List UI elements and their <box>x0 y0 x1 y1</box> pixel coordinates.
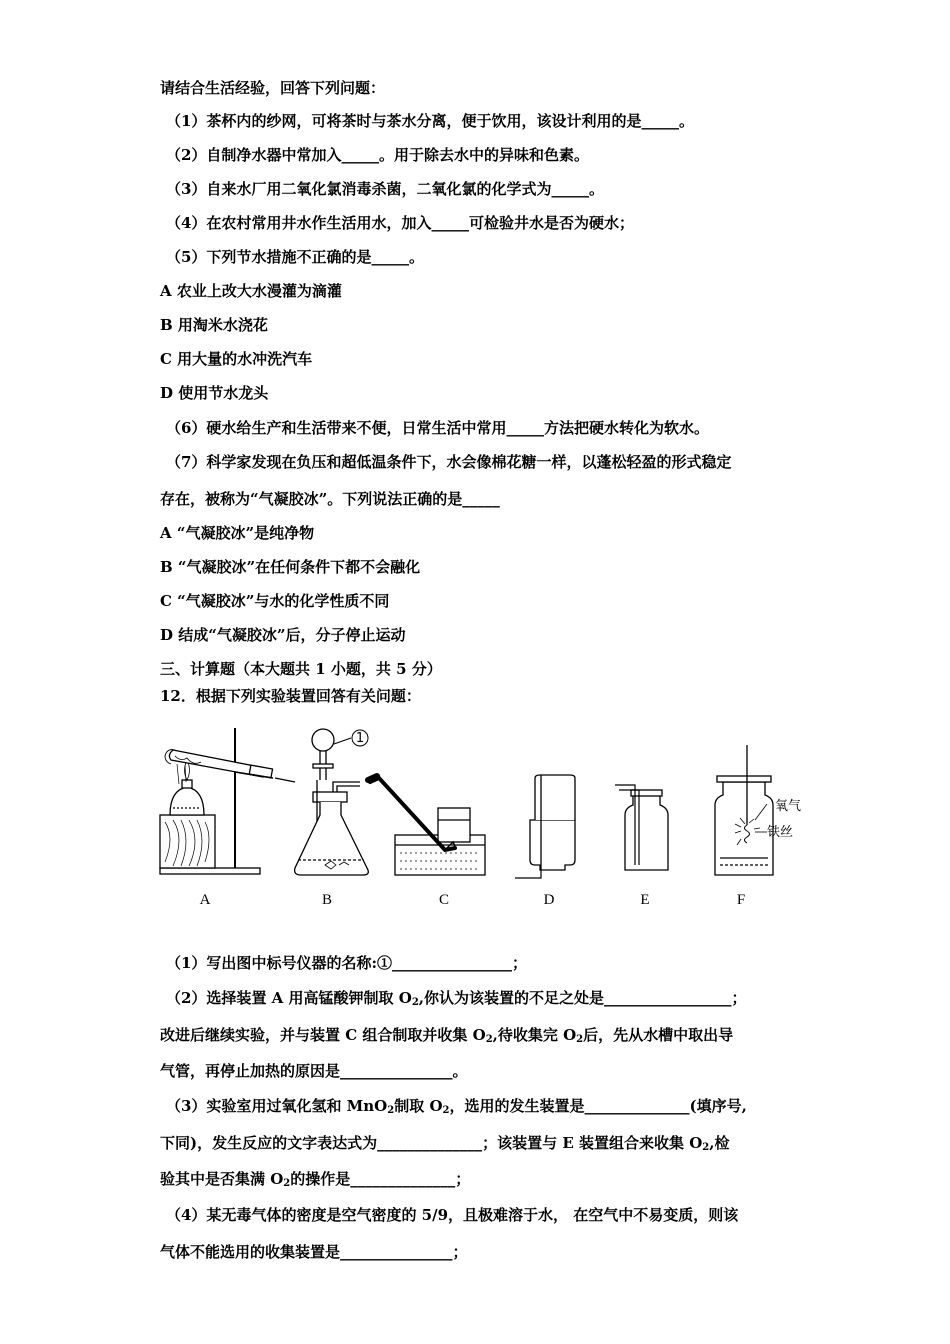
q12-part-2-line-3: 气管，再停止加热的原因是_______________。 <box>160 1062 468 1080</box>
q12-part-3-line-3: 验其中是否集满 $O_2$的操作是______________； <box>160 1170 471 1189</box>
q12-part-4-line-1: （4）某无毒气体的密度是空气密度的 5/9，且极难溶于水， 在空气中不易变质，则该 <box>166 1206 739 1224</box>
section-title: 三、计算题（本大题共 1 小题，共 5 分） <box>160 660 442 678</box>
apparatus-d <box>515 775 575 878</box>
q12-part-3-line-2: 下同)，发生反应的文字表达式为______________；该装置与 E 装置组合来收集 $O_2$,检 <box>160 1134 730 1153</box>
label-oxygen: 氧气 <box>775 799 802 814</box>
apparatus-figure <box>155 720 820 915</box>
q11-p7-option-d: D 结成“气凝胶冰”后，分子停止运动 <box>160 626 406 644</box>
q11-part-6: （6）硬水给生产和生活带来不便，日常生活中常用_____方法把硬水转化为软水。 <box>166 419 709 437</box>
q12-title: 12．根据下列实验装置回答有关问题： <box>160 687 421 705</box>
q11-p7-option-b: B “气凝胶冰”在任何条件下都不会融化 <box>160 558 421 576</box>
label-f: F <box>736 892 746 908</box>
q11-part-3: （3）自来水厂用二氧化氯消毒杀菌，二氧化氯的化学式为_____。 <box>166 180 604 198</box>
label-b: B <box>321 892 333 908</box>
q11-p5-option-c: C 用大量的水冲洗汽车 <box>160 350 313 368</box>
q11-part-4: （4）在农村常用井水作生活用水，加入_____可检验井水是否为硬水； <box>166 214 634 232</box>
q11-p7-option-c: C “气凝胶冰”与水的化学性质不同 <box>160 592 390 610</box>
label-d: D <box>543 892 555 908</box>
q12-part-1: （1）写出图中标号仪器的名称:①________________； <box>166 954 527 972</box>
q11-part-5: （5）下列节水措施不正确的是_____。 <box>166 248 424 266</box>
q11-p5-option-b: B 用淘米水浇花 <box>160 316 268 334</box>
q11-p5-option-a: A 农业上改大水漫灌为滴灌 <box>160 282 342 300</box>
label-c: C <box>438 892 450 908</box>
q11-part-2: （2）自制净水器中常加入_____。用于除去水中的异味和色素。 <box>166 146 589 164</box>
apparatus-e <box>615 785 668 870</box>
q11-part-1: （1）茶杯内的纱网，可将茶时与茶水分离，便于饮用，该设计利用的是_____。 <box>166 112 694 130</box>
q12-part-3-line-1: （3）实验室用过氧化氢和 MnO$_2$制取 $O_2$，选用的发生装置是______________(填序号, <box>166 1097 747 1116</box>
q11-part-7-line-1: （7）科学家发现在负压和超低温条件下，水会像棉花糖一样，以蓬松轻盈的形式稳定 <box>166 453 732 471</box>
marker-number: 1 <box>355 731 365 746</box>
label-iron-wire: 铁丝 <box>767 825 794 840</box>
apparatus-f <box>715 745 773 875</box>
intro-line: 请结合生活经验，回答下列问题： <box>160 79 386 97</box>
q12-part-2-line-2: 改进后继续实验，并与装置 C 组合制取并收集 $O_2$,待收集完 $O_2$后，先从水槽中取出导 <box>160 1026 734 1045</box>
q12-part-4-line-2: 气体不能选用的收集装置是_______________； <box>160 1243 468 1261</box>
q11-part-7-line-2: 存在，被称为“气凝胶冰”。下列说法正确的是_____ <box>160 490 500 508</box>
q12-part-2-line-1: （2）选择装置 A 用高锰酸钾制取 $O_2$,你认为该装置的不足之处是_________________； <box>166 989 747 1008</box>
apparatus-b <box>295 729 369 875</box>
q11-p7-option-a: A “气凝胶冰”是纯净物 <box>160 524 315 542</box>
apparatus-c <box>368 776 485 875</box>
label-e: E <box>640 892 650 908</box>
q11-p5-option-d: D 使用节水龙头 <box>160 384 269 402</box>
label-a: A <box>199 892 211 908</box>
apparatus-a <box>160 728 295 874</box>
